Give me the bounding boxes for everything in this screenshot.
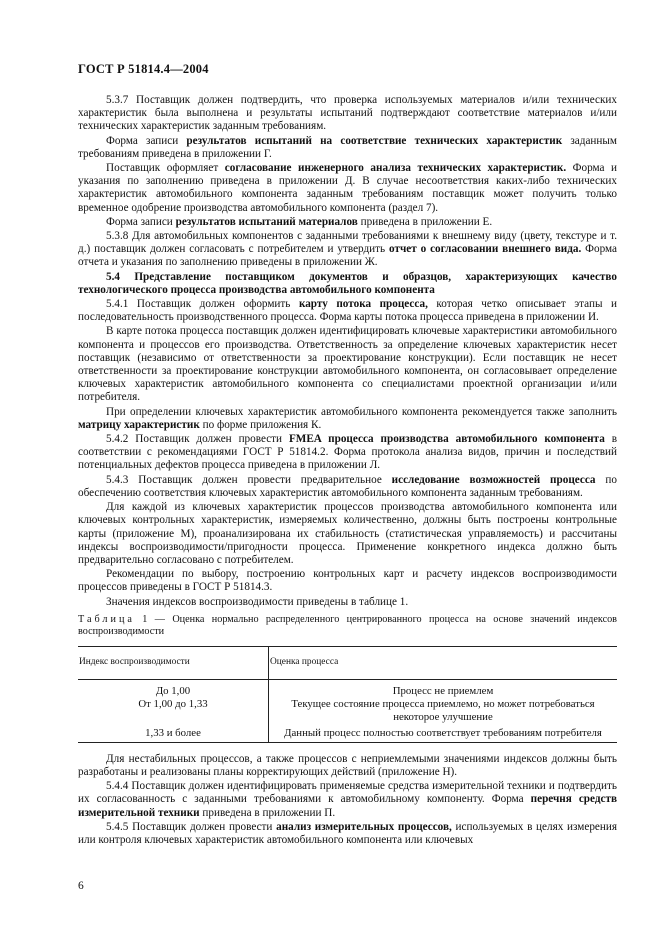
bold-term: анализ измерительных процессов, [276, 820, 452, 833]
paragraph-text: 5.3.8 Для автомобильных компонентов с заданными требованиями к внешнему виду (цвету, текстуре и т. д.) поставщик должен согласовать с потребителем и утвердить [78, 230, 617, 256]
paragraph-text: приведена в приложении Е. [357, 215, 493, 228]
paragraph-text: по обеспечению соответствия ключевых характеристик автомобильного компонента заданным требованиям. [78, 473, 617, 499]
paragraphs-after-table [78, 753, 617, 847]
paragraph-text: заданным требованиям приведена в приложении Г. [78, 134, 617, 160]
table-header-index: Индекс воспроизводимости [78, 646, 269, 679]
bold-term: матрицу характеристик [78, 418, 200, 431]
bold-term: FMEA процесса производства автомобильного компонента [288, 433, 605, 446]
paragraph [78, 406, 617, 432]
table-row [78, 724, 617, 743]
paragraph [78, 780, 617, 820]
table-cell-assessment: Текущее состояние процесса приемлемо, но может потребоваться некоторое улучшение [291, 697, 595, 723]
paragraph-text: Форма записи [106, 215, 176, 228]
table-cell-index: От 1,00 до 1,33 [78, 698, 269, 724]
document-body [78, 94, 617, 848]
bold-term: результатов испытаний на соответствие технических характеристик [186, 134, 563, 147]
paragraph-text: Форма и указания по заполнению приведена в приложении Д. В случае несоответствия каких-либо технических характеристик автомобильного компонента заданным требованиям поставщик может получить только временное одобрение производства автомобильного компонента (раздел 7). [78, 162, 617, 214]
paragraph-text: по форме приложения К. [199, 418, 322, 431]
paragraph [78, 230, 617, 270]
table-cell-assessment: Данный процесс полностью соответствует требованиям потребителя [269, 724, 618, 743]
table-caption-word: Таблица [78, 613, 135, 625]
paragraph-text: приведена в приложении П. [199, 806, 336, 819]
paragraph-text: В карте потока процесса поставщик должен идентифицировать ключевые характеристики автомобильного компонента и процессов его производства. Ответственность за определение ключевых характеристик несет поставщик (независимо от ответственности за проектирование конструкции). Если поставщик не несет ответственности за проектирование конструкции автомобильного компонента, он согласовывает определение ключевых характеристик автомобильного компонента со специалистами проектной организации и/или потребителя. [78, 325, 617, 404]
table-1 [78, 646, 617, 743]
paragraph [78, 325, 617, 404]
paragraph [78, 596, 617, 609]
table-row [78, 679, 617, 698]
table-cell-index: До 1,00 [78, 679, 269, 698]
table-cell-index: 1,33 и более [78, 724, 269, 743]
bold-term: перечня средств измерительной техники [78, 793, 618, 819]
table-caption [78, 614, 617, 638]
paragraph-text: Для нестабильных процессов, а также процессов с неприемлемыми значениями индексов должны быть разработаны и реализованы планы корректирующих действий (приложение Н). [78, 752, 617, 778]
paragraph-text: 5.4.3 Поставщик должен провести предварительное [106, 473, 392, 486]
paragraphs-before-table [78, 94, 617, 609]
paragraph-text: 5.4.1 Поставщик должен оформить [106, 298, 299, 311]
section-heading [78, 271, 617, 297]
paragraph [78, 433, 617, 473]
paragraph-text: используемых в целях измерения или контроля ключевых характеристик автомобильного компонента или ключевых [78, 820, 617, 846]
paragraph-text: Форма отчета и указания по заполнению приведены в приложении Ж. [78, 243, 617, 269]
table-cell-assessment: Процесс не приемлем [392, 684, 494, 697]
page-number: 6 [78, 880, 84, 892]
paragraph [78, 216, 617, 229]
bold-term: результатов испытаний материалов [175, 215, 358, 228]
paragraph-text: Рекомендации по выбору, построению контрольных карт и расчету индексов воспроизводимости процессов приведены в ГОСТ Р 51814.3. [78, 568, 617, 594]
document-header: ГОСТ Р 51814.4—2004 [78, 62, 209, 76]
bold-term: исследование возможностей процесса [391, 473, 596, 486]
paragraph [78, 94, 617, 134]
paragraph [78, 821, 617, 847]
paragraph [78, 753, 617, 779]
paragraph [78, 298, 617, 324]
paragraph-text: Поставщик оформляет [106, 162, 225, 175]
paragraph-text: Для каждой из ключевых характеристик процессов производства автомобильного компонента или ключевых контрольных характеристик, измеряемых количественно, должны быть построены контрольные карты (приложение М), проанализирована их стабильность (статистическая управляемость) и рассчитаны индексы воспроизводимости/пригодности процесса. Применение конкретного индекса должно быть предварительно согласовано с потребителем. [78, 501, 617, 566]
bold-term: согласование инженерного анализа технических характеристик. [224, 162, 567, 175]
paragraph-text: 5.4.4 Поставщик должен идентифицировать применяемые средства измерительной техники и подтвердить их согласованность с заданными требованиями к автомобильному компоненту. Форма [78, 780, 617, 806]
paragraph-text: Форма записи [106, 134, 187, 147]
paragraph-text: При определении ключевых характеристик автомобильного компонента рекомендуется также заполнить [106, 405, 617, 418]
paragraph-text: 5.3.7 Поставщик должен подтвердить, что проверка используемых материалов и/или технических характеристик была выполнена и результаты испытаний подтверждают соответствие материалов и/или технических характеристик заданным требованиям. [78, 94, 617, 133]
table-header-assessment: Оценка процесса [269, 646, 618, 679]
paragraph [78, 162, 617, 215]
paragraph-text: 5.4.5 Поставщик должен провести [106, 820, 277, 833]
bold-term: карту потока процесса, [298, 298, 428, 311]
paragraph-text: которая четко описывает этапы и последовательность производственного процесса. Форма карты потока процесса приведена в приложении И. [78, 298, 618, 324]
table-header-row [78, 646, 617, 679]
paragraph [78, 135, 617, 161]
paragraph-text: 5.4.2 Поставщик должен провести [106, 433, 289, 446]
bold-term: отчет о согласовании внешнего вида. [389, 243, 582, 256]
paragraph-text: Значения индексов воспроизводимости приведены в таблице 1. [106, 595, 409, 608]
paragraph-text: в соответствии с рекомендациями ГОСТ Р 51814.2. Форма протокола анализа видов, причин и последствий потенциальных дефектов процесса приведена в приложении Л. [78, 433, 617, 472]
table-row [78, 698, 617, 724]
table-caption-text: 1 — Оценка нормально распределенного центрированного процесса на основе значений индексов воспроизводимости [78, 613, 617, 637]
paragraph [78, 568, 617, 594]
paragraph [78, 474, 617, 500]
paragraph [78, 501, 617, 567]
bold-term: 5.4 Представление поставщиком документов и образцов, характеризующих качество технологического процесса производства автомобильного компонента [78, 270, 617, 296]
